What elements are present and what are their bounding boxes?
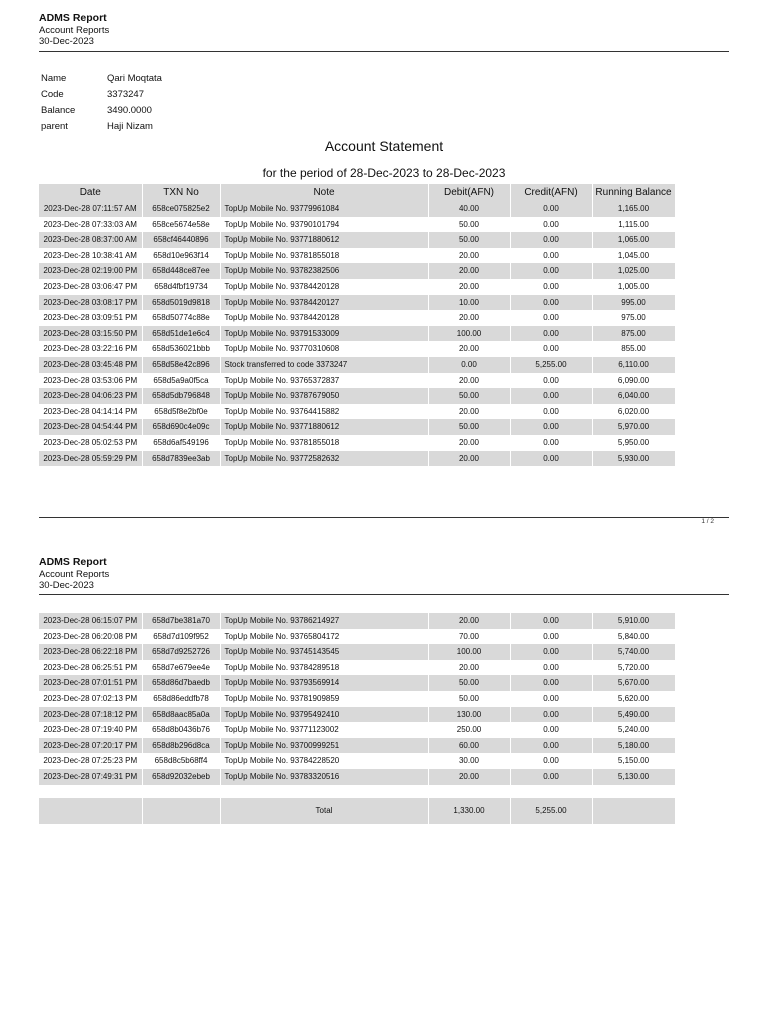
table-row [39, 435, 675, 451]
table-row [39, 613, 675, 629]
report-header [39, 12, 729, 47]
note-cell: TopUp Mobile No. 93781855018 [220, 435, 428, 451]
table-header-row [39, 184, 675, 201]
credit-cell: 0.00 [510, 419, 592, 435]
txn-cell: 658d86d7baedb [142, 675, 220, 691]
date-cell: 2023-Dec-28 04:06:23 PM [39, 388, 142, 404]
credit-cell: 5,255.00 [510, 357, 592, 373]
txn-cell: 658d8aac85a0a [142, 707, 220, 723]
table-row [39, 629, 675, 645]
report-title: ADMS Report [39, 556, 107, 568]
note-cell: TopUp Mobile No. 93781909859 [220, 691, 428, 707]
txn-cell: 658cf46440896 [142, 232, 220, 248]
note-cell: TopUp Mobile No. 93795492410 [220, 707, 428, 723]
debit-cell: 20.00 [428, 404, 510, 420]
date-cell: 2023-Dec-28 04:54:44 PM [39, 419, 142, 435]
header-divider-page2 [39, 594, 729, 595]
report-header-page2 [39, 556, 729, 591]
credit-cell: 0.00 [510, 707, 592, 723]
note-cell: TopUp Mobile No. 93783320516 [220, 769, 428, 785]
balance-cell: 995.00 [592, 295, 675, 311]
parent-value: Haji Nizam [107, 120, 153, 132]
credit-cell: 0.00 [510, 373, 592, 389]
balance-cell: 1,115.00 [592, 217, 675, 233]
note-cell: TopUp Mobile No. 93791533009 [220, 326, 428, 342]
note-cell: TopUp Mobile No. 93784420128 [220, 279, 428, 295]
table-row [39, 388, 675, 404]
txn-cell: 658d7be381a70 [142, 613, 220, 629]
balance-cell: 1,065.00 [592, 232, 675, 248]
date-cell: 2023-Dec-28 03:45:48 PM [39, 357, 142, 373]
debit-cell: 20.00 [428, 451, 510, 467]
date-cell: 2023-Dec-28 03:06:47 PM [39, 279, 142, 295]
balance-cell: 5,150.00 [592, 753, 675, 769]
balance-cell: 5,130.00 [592, 769, 675, 785]
debit-cell: 50.00 [428, 691, 510, 707]
report-date: 30-Dec-2023 [39, 580, 94, 591]
table-row [39, 707, 675, 723]
debit-cell: 20.00 [428, 613, 510, 629]
debit-cell: 50.00 [428, 675, 510, 691]
debit-cell: 250.00 [428, 722, 510, 738]
txn-cell: 658d5019d9818 [142, 295, 220, 311]
balance-cell: 1,025.00 [592, 263, 675, 279]
table-row [39, 201, 675, 217]
date-cell: 2023-Dec-28 03:22:16 PM [39, 341, 142, 357]
balance-cell: 975.00 [592, 310, 675, 326]
totals-empty-cell [592, 798, 675, 824]
balance-cell: 5,910.00 [592, 613, 675, 629]
col-header-credit: Credit(AFN) [510, 184, 592, 201]
note-cell: TopUp Mobile No. 93770310608 [220, 341, 428, 357]
date-cell: 2023-Dec-28 07:33:03 AM [39, 217, 142, 233]
col-header-date: Date [39, 184, 142, 201]
note-cell: TopUp Mobile No. 93745143545 [220, 644, 428, 660]
note-cell: TopUp Mobile No. 93779961084 [220, 201, 428, 217]
date-cell: 2023-Dec-28 07:11:57 AM [39, 201, 142, 217]
txn-cell: 658d92032ebeb [142, 769, 220, 785]
col-header-running-balance: Running Balance [592, 184, 675, 201]
table-row [39, 295, 675, 311]
debit-cell: 20.00 [428, 279, 510, 295]
txn-cell: 658d8c5b68ff4 [142, 753, 220, 769]
debit-cell: 20.00 [428, 310, 510, 326]
totals-label: Total [220, 798, 428, 824]
balance-cell: 5,720.00 [592, 660, 675, 676]
debit-cell: 50.00 [428, 217, 510, 233]
balance-cell: 5,740.00 [592, 644, 675, 660]
credit-cell: 0.00 [510, 451, 592, 467]
txn-cell: 658d8b296d8ca [142, 738, 220, 754]
table-row [39, 326, 675, 342]
credit-cell: 0.00 [510, 738, 592, 754]
balance-label: Balance [41, 104, 76, 116]
date-cell: 2023-Dec-28 06:20:08 PM [39, 629, 142, 645]
debit-cell: 70.00 [428, 629, 510, 645]
date-cell: 2023-Dec-28 07:01:51 PM [39, 675, 142, 691]
credit-cell: 0.00 [510, 675, 592, 691]
page1-table-body [39, 201, 675, 466]
note-cell: TopUp Mobile No. 93764415882 [220, 404, 428, 420]
debit-cell: 60.00 [428, 738, 510, 754]
note-cell: TopUp Mobile No. 93793569914 [220, 675, 428, 691]
table-row [39, 248, 675, 264]
credit-cell: 0.00 [510, 217, 592, 233]
balance-cell: 5,490.00 [592, 707, 675, 723]
balance-cell: 5,180.00 [592, 738, 675, 754]
note-cell: TopUp Mobile No. 93781855018 [220, 248, 428, 264]
balance-cell: 5,840.00 [592, 629, 675, 645]
totals-credit: 5,255.00 [510, 798, 592, 824]
credit-cell: 0.00 [510, 248, 592, 264]
txn-cell: 658d536021bbb [142, 341, 220, 357]
txn-cell: 658d58e42c896 [142, 357, 220, 373]
txn-cell: 658d8b0436b76 [142, 722, 220, 738]
balance-cell: 5,620.00 [592, 691, 675, 707]
balance-cell: 1,005.00 [592, 279, 675, 295]
debit-cell: 100.00 [428, 326, 510, 342]
credit-cell: 0.00 [510, 295, 592, 311]
page-number: 1 / 2 [701, 518, 714, 525]
table-row [39, 753, 675, 769]
header-divider [39, 51, 729, 52]
transactions-table [39, 184, 676, 466]
note-cell: TopUp Mobile No. 93771880612 [220, 419, 428, 435]
table-row [39, 722, 675, 738]
note-cell: TopUp Mobile No. 93765804172 [220, 629, 428, 645]
account-balance-row [41, 102, 162, 118]
report-date: 30-Dec-2023 [39, 36, 94, 47]
transactions-table-page2 [39, 613, 676, 785]
txn-cell: 658d448ce87ee [142, 263, 220, 279]
balance-cell: 5,930.00 [592, 451, 675, 467]
name-label: Name [41, 72, 67, 84]
note-cell: TopUp Mobile No. 93765372837 [220, 373, 428, 389]
table-row [39, 691, 675, 707]
report-title: ADMS Report [39, 12, 107, 24]
balance-cell: 5,240.00 [592, 722, 675, 738]
balance-cell: 1,045.00 [592, 248, 675, 264]
code-label: Code [41, 88, 64, 100]
totals-row [39, 798, 675, 824]
txn-cell: 658d50774c88e [142, 310, 220, 326]
balance-value: 3490.0000 [107, 104, 152, 116]
page-footer-divider [39, 517, 729, 518]
table-row [39, 373, 675, 389]
totals-empty-cell [142, 798, 220, 824]
table-row [39, 263, 675, 279]
balance-cell: 6,110.00 [592, 357, 675, 373]
table-row [39, 660, 675, 676]
table-row [39, 279, 675, 295]
code-value: 3373247 [107, 88, 144, 100]
col-header-debit: Debit(AFN) [428, 184, 510, 201]
credit-cell: 0.00 [510, 341, 592, 357]
account-name-row [41, 70, 162, 86]
table-row [39, 419, 675, 435]
date-cell: 2023-Dec-28 03:08:17 PM [39, 295, 142, 311]
txn-cell: 658d10e963f14 [142, 248, 220, 264]
debit-cell: 130.00 [428, 707, 510, 723]
statement-title: Account Statement [324, 138, 444, 154]
balance-cell: 855.00 [592, 341, 675, 357]
date-cell: 2023-Dec-28 08:37:00 AM [39, 232, 142, 248]
debit-cell: 20.00 [428, 660, 510, 676]
credit-cell: 0.00 [510, 435, 592, 451]
date-cell: 2023-Dec-28 07:25:23 PM [39, 753, 142, 769]
debit-cell: 50.00 [428, 232, 510, 248]
note-cell: TopUp Mobile No. 93782382506 [220, 263, 428, 279]
date-cell: 2023-Dec-28 02:19:00 PM [39, 263, 142, 279]
note-cell: TopUp Mobile No. 93784289518 [220, 660, 428, 676]
txn-cell: 658d5f8e2bf0e [142, 404, 220, 420]
balance-cell: 5,950.00 [592, 435, 675, 451]
page2-table-body [39, 613, 675, 785]
txn-cell: 658d7e679ee4e [142, 660, 220, 676]
debit-cell: 20.00 [428, 373, 510, 389]
txn-cell: 658d6af549196 [142, 435, 220, 451]
note-cell: TopUp Mobile No. 93790101794 [220, 217, 428, 233]
date-cell: 2023-Dec-28 04:14:14 PM [39, 404, 142, 420]
txn-cell: 658d5a9a0f5ca [142, 373, 220, 389]
parent-label: parent [41, 120, 68, 132]
report-subtitle: Account Reports [39, 25, 110, 36]
debit-cell: 40.00 [428, 201, 510, 217]
totals-empty-cell [39, 798, 142, 824]
date-cell: 2023-Dec-28 03:09:51 PM [39, 310, 142, 326]
debit-cell: 20.00 [428, 435, 510, 451]
txn-cell: 658d690c4e09c [142, 419, 220, 435]
debit-cell: 100.00 [428, 644, 510, 660]
balance-cell: 1,165.00 [592, 201, 675, 217]
statement-period: for the period of 28-Dec-2023 to 28-Dec-2023 [262, 166, 506, 180]
table-row [39, 217, 675, 233]
date-cell: 2023-Dec-28 07:20:17 PM [39, 738, 142, 754]
credit-cell: 0.00 [510, 232, 592, 248]
date-cell: 2023-Dec-28 07:19:40 PM [39, 722, 142, 738]
table-row [39, 232, 675, 248]
txn-cell: 658d5db796848 [142, 388, 220, 404]
credit-cell: 0.00 [510, 279, 592, 295]
name-value: Qari Moqtata [107, 72, 162, 84]
debit-cell: 20.00 [428, 263, 510, 279]
note-cell: TopUp Mobile No. 93786214927 [220, 613, 428, 629]
col-header-txn: TXN No [142, 184, 220, 201]
txn-cell: 658d51de1e6c4 [142, 326, 220, 342]
credit-cell: 0.00 [510, 388, 592, 404]
note-cell: TopUp Mobile No. 93771880612 [220, 232, 428, 248]
credit-cell: 0.00 [510, 722, 592, 738]
debit-cell: 50.00 [428, 388, 510, 404]
account-parent-row [41, 118, 162, 134]
balance-cell: 5,970.00 [592, 419, 675, 435]
txn-cell: 658d4fbf19734 [142, 279, 220, 295]
note-cell: TopUp Mobile No. 93771123002 [220, 722, 428, 738]
txn-cell: 658d7d9252726 [142, 644, 220, 660]
date-cell: 2023-Dec-28 07:49:31 PM [39, 769, 142, 785]
debit-cell: 20.00 [428, 248, 510, 264]
txn-cell: 658d7d109f952 [142, 629, 220, 645]
date-cell: 2023-Dec-28 07:18:12 PM [39, 707, 142, 723]
credit-cell: 0.00 [510, 753, 592, 769]
note-cell: TopUp Mobile No. 93700999251 [220, 738, 428, 754]
balance-cell: 6,040.00 [592, 388, 675, 404]
table-row [39, 738, 675, 754]
credit-cell: 0.00 [510, 310, 592, 326]
note-cell: TopUp Mobile No. 93784420128 [220, 310, 428, 326]
credit-cell: 0.00 [510, 613, 592, 629]
date-cell: 2023-Dec-28 07:02:13 PM [39, 691, 142, 707]
table-row [39, 451, 675, 467]
credit-cell: 0.00 [510, 660, 592, 676]
date-cell: 2023-Dec-28 06:25:51 PM [39, 660, 142, 676]
credit-cell: 0.00 [510, 326, 592, 342]
date-cell: 2023-Dec-28 03:53:06 PM [39, 373, 142, 389]
totals-table [39, 798, 676, 824]
debit-cell: 50.00 [428, 419, 510, 435]
txn-cell: 658ce075825e2 [142, 201, 220, 217]
note-cell: TopUp Mobile No. 93784228520 [220, 753, 428, 769]
credit-cell: 0.00 [510, 404, 592, 420]
note-cell: TopUp Mobile No. 93772582632 [220, 451, 428, 467]
credit-cell: 0.00 [510, 263, 592, 279]
date-cell: 2023-Dec-28 06:22:18 PM [39, 644, 142, 660]
credit-cell: 0.00 [510, 769, 592, 785]
note-cell: TopUp Mobile No. 93784420127 [220, 295, 428, 311]
table-row [39, 769, 675, 785]
date-cell: 2023-Dec-28 06:15:07 PM [39, 613, 142, 629]
note-cell: TopUp Mobile No. 93787679050 [220, 388, 428, 404]
debit-cell: 20.00 [428, 769, 510, 785]
debit-cell: 30.00 [428, 753, 510, 769]
date-cell: 2023-Dec-28 05:02:53 PM [39, 435, 142, 451]
txn-cell: 658d86eddfb78 [142, 691, 220, 707]
table-row [39, 644, 675, 660]
table-row [39, 310, 675, 326]
table-row [39, 675, 675, 691]
debit-cell: 0.00 [428, 357, 510, 373]
credit-cell: 0.00 [510, 644, 592, 660]
credit-cell: 0.00 [510, 629, 592, 645]
note-cell: Stock transferred to code 3373247 [220, 357, 428, 373]
table-row [39, 357, 675, 373]
date-cell: 2023-Dec-28 10:38:41 AM [39, 248, 142, 264]
balance-cell: 6,090.00 [592, 373, 675, 389]
debit-cell: 20.00 [428, 341, 510, 357]
col-header-note: Note [220, 184, 428, 201]
balance-cell: 6,020.00 [592, 404, 675, 420]
table-row [39, 404, 675, 420]
account-info [41, 70, 162, 134]
account-code-row [41, 86, 162, 102]
credit-cell: 0.00 [510, 691, 592, 707]
balance-cell: 5,670.00 [592, 675, 675, 691]
date-cell: 2023-Dec-28 03:15:50 PM [39, 326, 142, 342]
report-subtitle: Account Reports [39, 569, 110, 580]
balance-cell: 875.00 [592, 326, 675, 342]
txn-cell: 658ce5674e58e [142, 217, 220, 233]
date-cell: 2023-Dec-28 05:59:29 PM [39, 451, 142, 467]
totals-debit: 1,330.00 [428, 798, 510, 824]
table-row [39, 341, 675, 357]
credit-cell: 0.00 [510, 201, 592, 217]
debit-cell: 10.00 [428, 295, 510, 311]
txn-cell: 658d7839ee3ab [142, 451, 220, 467]
